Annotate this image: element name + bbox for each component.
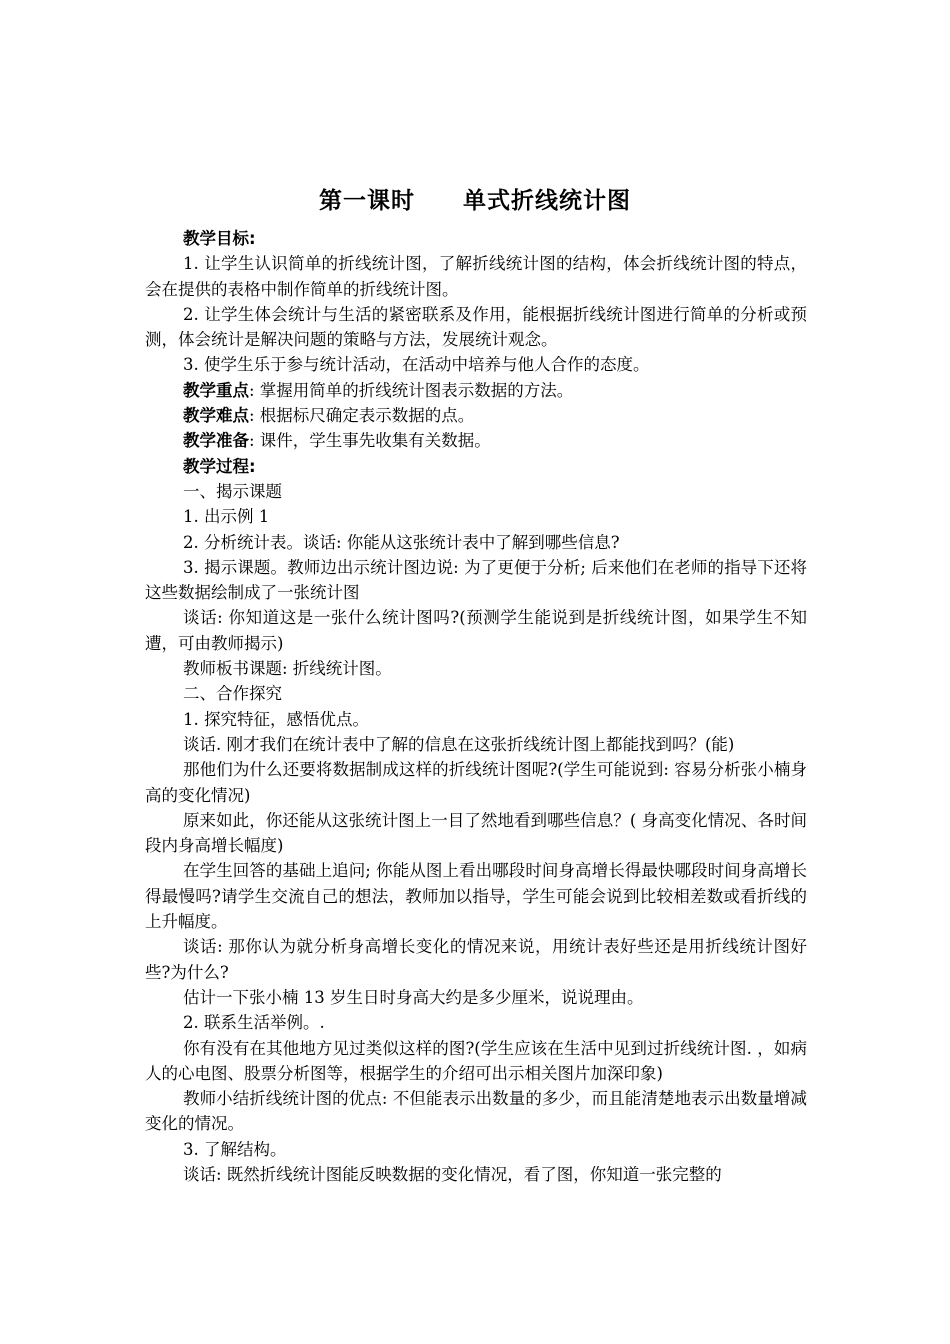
preparation: [145, 428, 807, 453]
process-line: 谈话: 你知道这是一张什么统计图吗?(预测学生能说到是折线统计图，如果学生不知遭，可由教师揭示): [145, 608, 807, 653]
key-point-text: : 掌握用简单的折线统计图表示数据的方法。: [249, 380, 574, 400]
difficulty-label: 教学难点: [183, 406, 249, 426]
process-line: 3. 了解结构。: [183, 1139, 287, 1159]
process-line: 3. 揭示课题。教师边出示统计图边说: 为了更便于分析; 后来他们在老师的指导下还将这些数据绘制成了一张统计图: [145, 557, 807, 603]
document-body: [145, 226, 807, 1187]
process-line: 在学生回答的基础上追问; 你能从图上看出哪段时间身高增长得最快哪段时间身高增长得最慢吗?请学生交流自己的想法，教师加以指导，学生可能会说到比较相差数或看折线的上升幅度。: [145, 861, 807, 932]
process-heading: 教学过程:: [183, 456, 256, 476]
lesson-title-part1: 第一课时: [319, 188, 415, 214]
process-line: 2. 分析统计表。谈话: 你能从这张统计表中了解到哪些信息?: [183, 532, 620, 552]
process-line: 教师板书课题: 折线统计图。: [183, 659, 392, 679]
goal-item: 1. 让学生认识简单的折线统计图，了解折线统计图的结构，体会折线统计图的特点，会在提供的表格中制作简单的折线统计图。: [145, 254, 807, 299]
difficulty-text: : 根据标尺确定表示数据的点。: [249, 406, 475, 426]
goal-item: 3. 使学生乐于参与统计活动，在活动中培养与他人合作的态度。: [183, 355, 650, 375]
process-line: 2. 联系生活举例。.: [183, 1013, 325, 1033]
process-line: 原来如此，你还能从这张统计图上一目了然地看到哪些信息？( 身高变化情况、各时间段内身高增长幅度): [145, 810, 807, 856]
process-line: 谈话: 既然折线统计图能反映数据的变化情况，看了图，你知道一张完整的: [183, 1164, 722, 1184]
process-line: 教师小结折线统计图的优点: 不但能表示出数量的多少，而且能清楚地表示出数量增减变化的情况。: [145, 1089, 807, 1134]
lesson-title: [0, 182, 950, 215]
process-line: 一、揭示课题: [183, 481, 282, 501]
process-line: 你有没有在其他地方见过类似这样的图?(学生应该在生活中见到过折线统计图. ，如病人的心电图、股票分析图等，根据学生的介绍可出示相关图片加深印象): [145, 1038, 807, 1083]
process-line: 1. 探究特征，感悟优点。: [183, 709, 369, 729]
key-point: [145, 378, 807, 403]
process-line: 谈话: 那你认为就分析身高增长变化的情况来说，用统计表好些还是用折线统计图好些?为什么?: [145, 937, 807, 982]
key-point-label: 教学重点: [183, 380, 249, 400]
process-line: 估计一下张小楠 13 岁生日时身高大约是多少厘米，说说理由。: [183, 987, 644, 1007]
difficulty: [145, 403, 807, 428]
preparation-text: : 课件，学生事先收集有关数据。: [249, 431, 491, 451]
goal-item: 2. 让学生体会统计与生活的紧密联系及作用，能根据折线统计图进行简单的分析或预测，体会统计是解决问题的策略与方法，发展统计观念。: [145, 304, 807, 350]
process-line: 二、合作探究: [183, 684, 282, 704]
process-line: 谈话. 刚才我们在统计表中了解的信息在这张折线统计图上都能找到吗？(能): [183, 734, 735, 754]
process-line: 1. 出示例 1: [183, 507, 270, 527]
process-line: 那他们为什么还要将数据制成这样的折线统计图呢?(学生可能说到: 容易分析张小楠身高的变化情况): [145, 760, 807, 805]
goals-heading: 教学目标:: [183, 229, 256, 248]
preparation-label: 教学准备: [183, 431, 249, 451]
lesson-title-part2: 单式折线统计图: [463, 188, 631, 214]
